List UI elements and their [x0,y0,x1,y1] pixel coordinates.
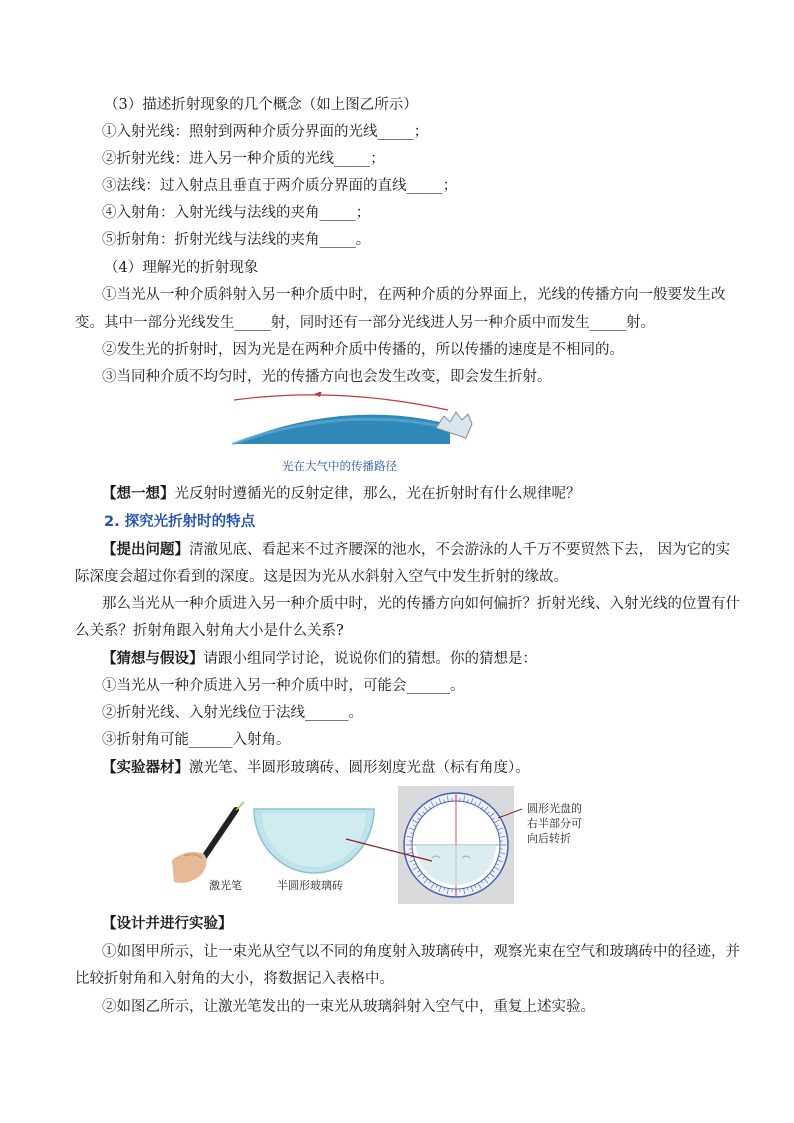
atmosphere-figure [228,392,480,452]
guess-label: 【猜想与假设】 [102,651,204,667]
design-line-3: ②如图乙所示，让激光笔发出的一束光从玻璃斜射入空气中，重复上述实验。 [102,999,595,1015]
think-text: 光反射时遵循光的反射定律，那么，光在折射时有什么规律呢？ [174,486,581,502]
think-label: 【想一想】 [102,486,175,502]
question-line-3: 那么当光从一种介质进入另一种介质中时，光的传播方向如何偏折？折射光线、入射光线的位置有什 [102,596,740,612]
section-2-heading: 2. 探究光折射时的特点 [104,514,256,530]
guess-item-1: ①当光从一种介质进入另一种介质中时，可能会______。 [102,678,465,694]
glass-block-label: 半圆形玻璃砖 [277,879,343,892]
design-line-2: 比较折射角和入射角的大小，将数据记入表格中。 [75,971,394,987]
section-3-heading: （3）描述折射现象的几个概念（如上图乙所示） [104,97,418,113]
paragraph-3: ③当同种介质不均匀时，光的传播方向也会发生改变，即会发生折射。 [102,369,552,385]
atmosphere-figure-caption: 光在大气中的传播路径 [282,459,397,473]
section-4-heading: （4）理解光的折射现象 [104,260,259,276]
equipment-text: 激光笔、半圆形玻璃砖、圆形刻度光盘（标有角度）。 [189,760,530,776]
concept-incident-ray: ①入射光线：照射到两种介质分界面的光线_____； [102,124,429,140]
concept-refraction-angle: ⑤折射角：折射光线与法线的夹角_____。 [102,232,371,248]
question-line-2: 际深度会超过你看到的深度。这是因为光从水斜射入空气中发生折射的缘故。 [75,569,568,585]
disk-note-line-2: 右半部分可 [527,817,582,830]
paragraph-2: ②发生光的折射时，因为光是在两种介质中传播的，所以传播的速度是不相同的。 [102,342,624,358]
question-line-1 [102,540,730,560]
question-text-1: 清澈见底、看起来不过齐腰深的池水，不会游泳的人千万不要贸然下去， 因为它的实 [189,542,731,558]
guess-item-3: ③折射角可能______入射角。 [102,732,291,748]
design-line-1: ①如图甲所示，让一束光从空气以不同的角度射入玻璃砖中，观察光束在空气和玻璃砖中的径迹，并 [102,944,740,960]
think-paragraph [102,484,581,504]
paragraph-1a: ①当光从一种介质斜射入另一种介质中时，在两种介质的分界面上，光线的传播方向一般要发生改 [102,287,726,303]
guess-text: 请跟小组同学讨论，说说你们的猜想。你的猜想是： [203,651,537,667]
pointer-line [344,835,434,865]
question-label: 【提出问题】 [102,542,189,558]
concept-incident-angle: ④入射角：入射光线与法线的夹角_____； [102,205,371,221]
concept-normal: ③法线：过入射点且垂直于两介质分界面的直线_____； [102,178,458,194]
equipment-line [102,758,530,778]
disk-note-line-3: 向后转折 [527,832,571,845]
design-heading: 【设计并进行实验】 [102,916,233,932]
disk-note [527,801,582,846]
equipment-label: 【实验器材】 [102,760,189,776]
question-line-4: 么关系？折射角跟入射角大小是什么关系? [75,623,344,639]
guess-line [102,649,537,669]
paragraph-1b: 变。其中一部分光线发生_____射，同时还有一部分光线进人另一种介质中而发生_____射。 [75,315,655,331]
disk-note-line-1: 圆形光盘的 [527,802,582,815]
laser-pointer-label: 激光笔 [209,879,242,892]
concept-refracted-ray: ②折射光线：进入另一种介质的光线_____； [102,151,385,167]
laser-pointer-figure [170,800,250,890]
guess-item-2: ②折射光线、入射光线位于法线______。 [102,705,363,721]
disk-note-pointer [496,806,524,822]
